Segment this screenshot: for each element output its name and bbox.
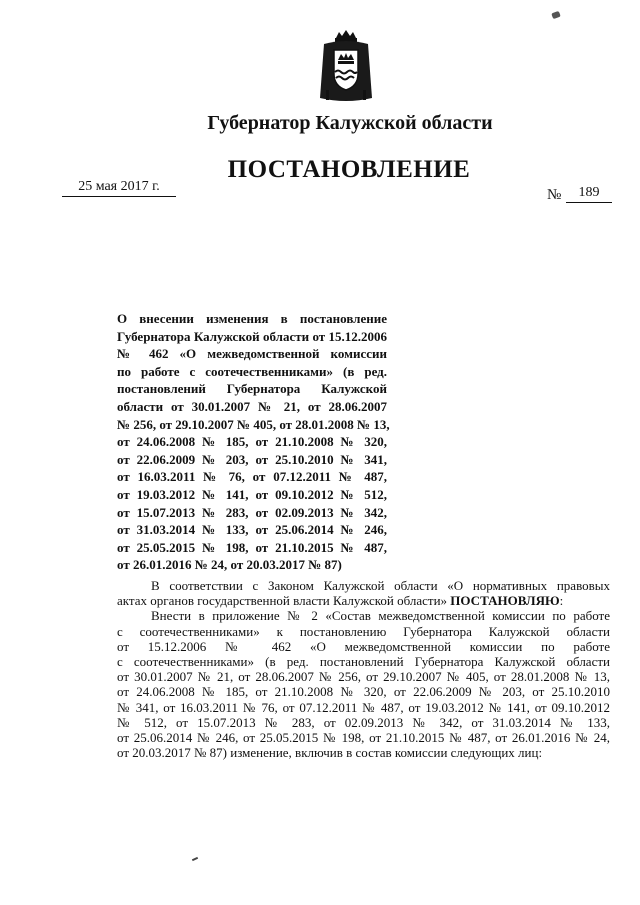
subject-line: О внесении изменения в постановление: [117, 311, 387, 326]
body-line: В соответствии с Законом Калужской области «О нормативных правовых: [151, 578, 610, 593]
subject-line: от 19.03.2012 № 141, от 09.10.2012 № 512,: [117, 486, 387, 502]
body-line: № 341, от 16.03.2011 № 76, от 07.12.2011 № 487, от 19.03.2012 № 141, от 09.10.2012: [117, 699, 610, 715]
body-line: от 24.06.2008 № 185, от 21.10.2008 № 320, от 22.06.2009 № 203, от 25.10.2010: [117, 684, 610, 700]
subject-line: от 25.05.2015 № 198, от 21.10.2015 № 487,: [117, 539, 387, 555]
body-line: Внести в приложение № 2 «Состав межведомственной комиссии по работе: [151, 608, 610, 624]
scan-mark: [192, 857, 198, 861]
subject-line: области от 30.01.2007 № 21, от 28.06.2007: [117, 398, 387, 414]
subject-line: по работе с соотечественниками» (в ред.: [117, 363, 387, 379]
body-line: от 25.06.2014 № 246, от 25.05.2015 № 198, от 21.10.2015 № 487, от 26.01.2016 № 24,: [117, 729, 610, 745]
subject-line: Губернатора Калужской области от 15.12.2006: [117, 328, 387, 344]
subject-line: от 31.03.2014 № 133, от 25.06.2014 № 246,: [117, 522, 387, 538]
document-type-title: ПОСТАНОВЛЕНИЕ: [227, 156, 471, 183]
kaluga-coat-of-arms-icon: [318, 28, 374, 104]
decree-colon: :: [559, 593, 564, 609]
subject-line: от 16.03.2011 № 76, от 07.12.2011 № 487,: [117, 469, 387, 485]
body-line: [117, 593, 610, 608]
governor-title: Губернатор Калужской области: [207, 112, 493, 134]
subject-line: № 256, от 29.10.2007 № 405, от 28.01.2008 № 13,: [117, 416, 390, 432]
subject-line: от 24.06.2008 № 185, от 21.10.2008 № 320,: [117, 434, 387, 450]
body-line: от 30.01.2007 № 21, от 28.06.2007 № 256, от 29.10.2007 № 405, от 28.01.2008 № 13,: [117, 669, 610, 685]
subject-line: от 22.06.2009 № 203, от 25.10.2010 № 341,: [117, 451, 387, 467]
body-line: с соотечественниками» к постановлению Губернатора Калужской области: [117, 623, 610, 639]
subject-line: от 26.01.2016 № 24, от 20.03.2017 № 87): [117, 557, 342, 573]
scan-mark: [551, 11, 561, 19]
body-text: актах органов государственной власти Калужской области»: [117, 593, 448, 609]
document-number: 189: [566, 185, 612, 203]
number-label: №: [547, 187, 562, 203]
body-line: от 20.03.2017 № 87) изменение, включив в состав комиссии следующих лиц:: [117, 745, 543, 761]
subject-line: от 15.07.2013 № 283, от 02.09.2013 № 342,: [117, 504, 387, 520]
subject-block: [117, 310, 390, 574]
decree-word: ПОСТАНОВЛЯЮ: [450, 593, 560, 609]
document-body: [117, 578, 610, 760]
body-line: от 15.12.2006 № 462 «О межведомственной комиссии по работе: [117, 638, 610, 654]
body-line: с соотечественниками» (в ред. постановлений Губернатора Калужской области: [117, 653, 610, 669]
subject-line: № 462 «О межведомственной комиссии: [117, 346, 387, 362]
document-date: 25 мая 2017 г.: [62, 179, 176, 197]
body-line: № 512, от 15.07.2013 № 283, от 02.09.2013 № 342, от 31.03.2014 № 133,: [117, 714, 610, 730]
subject-line: постановлений Губернатора Калужской: [117, 381, 387, 397]
